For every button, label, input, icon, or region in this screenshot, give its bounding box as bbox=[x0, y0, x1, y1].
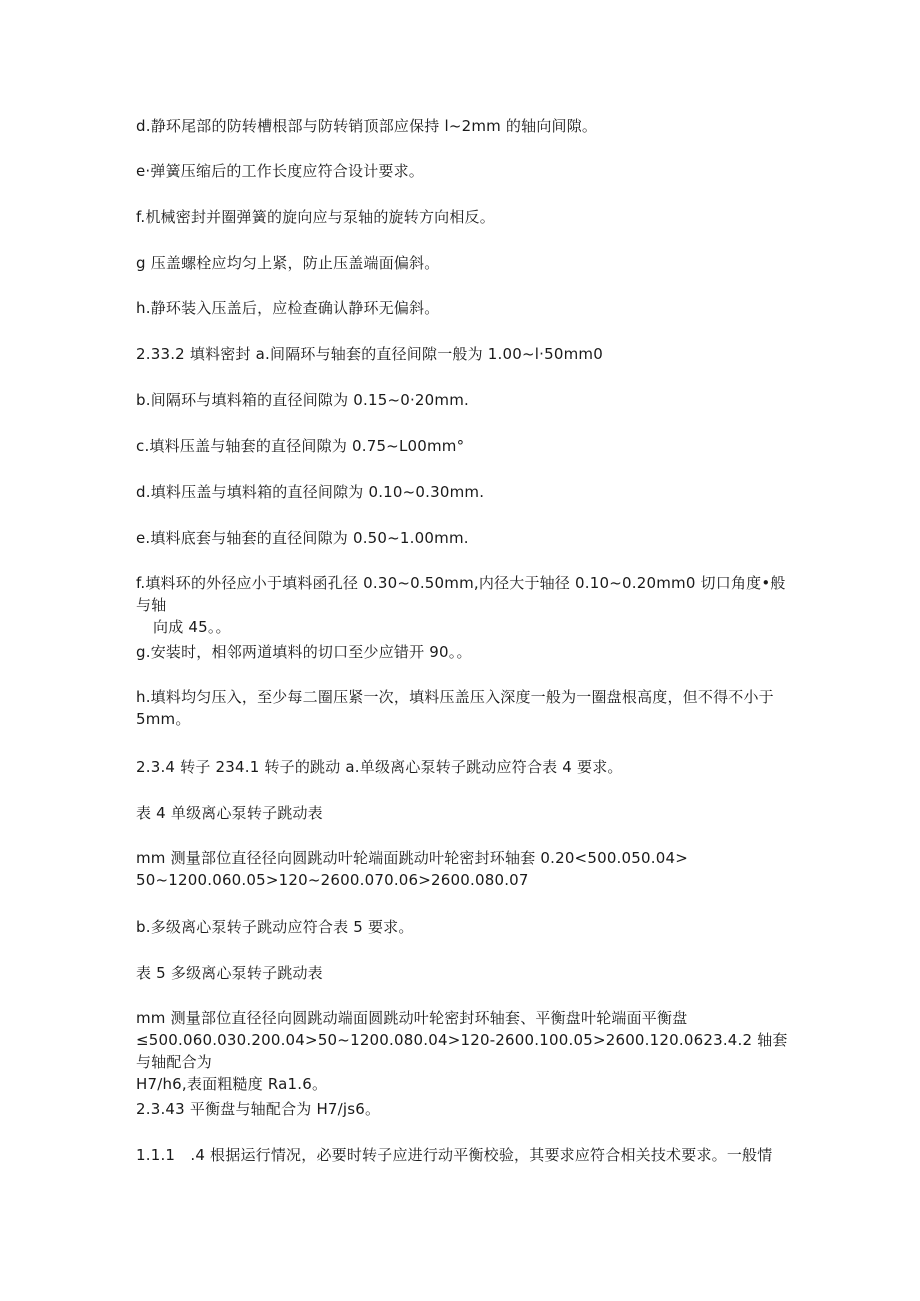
paragraph-g-gland-bolts: g 压盖螺栓应均匀上紧，防止压盖端面偏斜。 bbox=[136, 254, 440, 272]
paragraph-b-spacer-box-gap: b.间隔环与填料箱的直径间隙为 0.15~0·20mm. bbox=[136, 391, 470, 409]
paragraph-h-static-ring-check: h.静环装入压盖后，应检查确认静环无偏斜。 bbox=[136, 299, 440, 317]
paragraph-f-spring-direction: f.机械密封并圈弹簧的旋向应与泵轴的旋转方向相反。 bbox=[136, 208, 495, 226]
paragraph-e-spring-length: e·弹簧压缩后的工作长度应符合设计要求。 bbox=[136, 162, 424, 180]
paragraph-c-gland-sleeve-gap: c.填料压盖与轴套的直径间隙为 0.75~L00mm° bbox=[136, 437, 465, 455]
paragraph-line: 50~1200.060.05>120~2600.070.06>2600.080.07 bbox=[136, 871, 529, 889]
paragraph-line: 向成 45。。 bbox=[153, 618, 231, 636]
paragraph-line: f.填料环的外径应小于填料函孔径 0.30~0.50mm,内径大于轴径 0.10~0.20mm0 切口角度•般与轴 bbox=[136, 574, 786, 614]
paragraph-line: ≤500.060.030.200.04>50~1200.080.04>120-2600.100.05>2600.120.0623.4.2 轴套与轴配合为 bbox=[136, 1031, 788, 1071]
table-5-content bbox=[136, 1007, 792, 1095]
paragraph-2343-balance-disc: 2.3.43 平衡盘与轴配合为 H7∕js6。 bbox=[136, 1100, 381, 1118]
paragraph-111-dynamic-balance: 1.1.1 .4 根据运行情况，必要时转子应进行动平衡校验，其要求应符合相关技术要求。一般情 bbox=[136, 1146, 773, 1164]
paragraph-line: H7∕h6,表面粗糙度 Ra1.6。 bbox=[136, 1075, 328, 1093]
paragraph-b-multistage: b.多级离心泵转子跳动应符合表 5 要求。 bbox=[136, 918, 414, 936]
paragraph-line: 5mm。 bbox=[136, 710, 191, 728]
paragraph-f-packing-ring bbox=[136, 572, 792, 638]
table-4-caption: 表 4 单级离心泵转子跳动表 bbox=[136, 804, 323, 822]
paragraph-g-install-offset: g.安装时，相邻两道填料的切口至少应错开 90。。 bbox=[136, 643, 472, 661]
paragraph-e-bottom-sleeve-gap: e.填料底套与轴套的直径间隙为 0.50~1.00mm. bbox=[136, 529, 469, 547]
paragraph-h-packing-press bbox=[136, 686, 792, 730]
paragraph-d-gland-box-gap: d.填料压盖与填料箱的直径间隙为 0.10~0.30mm. bbox=[136, 483, 485, 501]
paragraph-line: mm 测量部位直径径向圆跳动叶轮端面跳动叶轮密封环轴套 0.20<500.050.04> bbox=[136, 849, 688, 867]
paragraph-2332-packing-seal: 2.33.2 填料密封 a.间隔环与轴套的直径间隙一般为 1.00~l·50mm0 bbox=[136, 345, 603, 363]
table-4-content bbox=[136, 847, 792, 891]
paragraph-d-static-ring-gap: d.静环尾部的防转槽根部与防转销顶部应保持 l~2mm 的轴向间隙。 bbox=[136, 117, 598, 135]
paragraph-line: mm 测量部位直径径向圆跳动端面圆跳动叶轮密封环轴套、平衡盘叶轮端面平衡盘 bbox=[136, 1009, 688, 1027]
paragraph-line: h.填料均匀压入，至少每二圈压紧一次，填料压盖压入深度一般为一圈盘根高度，但不得不小于 bbox=[136, 688, 774, 706]
table-5-caption: 表 5 多级离心泵转子跳动表 bbox=[136, 964, 323, 982]
paragraph-234-rotor: 2.3.4 转子 234.1 转子的跳动 a.单级离心泵转子跳动应符合表 4 要求。 bbox=[136, 758, 623, 776]
